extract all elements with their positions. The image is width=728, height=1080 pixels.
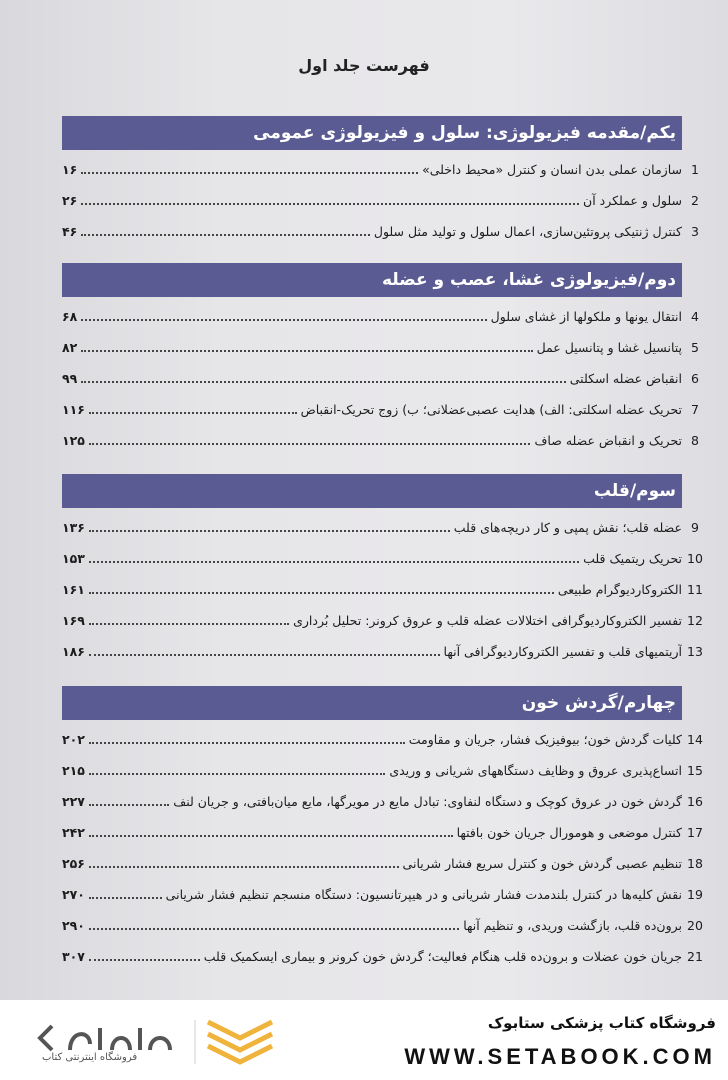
chapter-title: کنترل ژنتیکی پروتئین‌سازی، اعمال سلول و تولید مثل سلول xyxy=(373,224,682,239)
chapter-title: اتساع‌پذیری عروق و وظایف دستگاههای شریانی و وریدی xyxy=(389,763,682,778)
toc-entry[interactable] xyxy=(62,574,703,605)
toc-entry[interactable] xyxy=(62,941,703,972)
page-number: ۱۶ xyxy=(62,162,78,177)
toc-entry[interactable] xyxy=(62,817,703,848)
page-number: ۱۱۶ xyxy=(62,402,85,417)
chapter-number: 15 xyxy=(687,763,703,778)
toc-entry[interactable] xyxy=(62,363,699,394)
toc-entry[interactable] xyxy=(62,786,703,817)
chapter-number: 16 xyxy=(687,794,703,809)
chapter-number: 8 xyxy=(691,433,699,448)
toc-entry[interactable] xyxy=(62,512,699,543)
chapter-title: برون‌ده قلب، بازگشت وریدی، و تنظیم آنها xyxy=(463,918,682,933)
chapter-title: کلیات گردش خون؛ بیوفیزیک فشار، جریان و مقاومت xyxy=(408,732,682,747)
toc-entry[interactable] xyxy=(62,636,703,667)
leader-dots xyxy=(89,919,459,930)
chapter-number: 12 xyxy=(687,613,703,628)
chapter-title: کنترل موضعی و هومورال جریان خون بافتها xyxy=(456,825,682,840)
toc-entry[interactable] xyxy=(62,848,703,879)
page-number: ۴۶ xyxy=(62,224,78,239)
store-name: فروشگاه کتاب پزشکی ستابوک xyxy=(487,1014,716,1032)
leader-dots xyxy=(89,857,399,868)
chapter-number: 11 xyxy=(687,582,703,597)
leader-dots xyxy=(81,225,370,236)
leader-dots xyxy=(89,764,385,775)
section-heading: یکم/مقدمه فیزیولوژی: سلول و فیزیولوژی عمومی xyxy=(62,116,682,150)
leader-dots xyxy=(89,888,162,899)
page-number: ۲۹۰ xyxy=(62,918,85,933)
toc-entry[interactable] xyxy=(62,332,699,363)
toc-entry[interactable] xyxy=(62,425,699,456)
chapter-number: 17 xyxy=(687,825,703,840)
toc-entry[interactable] xyxy=(62,394,699,425)
toc-entry[interactable] xyxy=(62,543,703,574)
chapter-number: 14 xyxy=(687,732,703,747)
leader-dots xyxy=(89,733,405,744)
leader-dots xyxy=(89,645,440,656)
toc-entry[interactable] xyxy=(62,755,703,786)
page-number: ۱۵۳ xyxy=(62,551,85,566)
toc-entry[interactable] xyxy=(62,154,699,185)
chapter-number: 10 xyxy=(687,551,703,566)
section-2 xyxy=(62,263,699,456)
page-number: ۲۲۷ xyxy=(62,794,85,809)
chapter-number: 20 xyxy=(687,918,703,933)
chapter-title: انتقال یونها و ملکولها از غشای سلول xyxy=(490,309,682,324)
logo-caption: فروشگاه اینترنتی کتاب xyxy=(42,1052,138,1063)
chapter-number: 5 xyxy=(691,340,699,355)
chapter-title: تنظیم عصبی گردش خون و کنترل سریع فشار شریانی xyxy=(402,856,682,871)
page-number: ۱۲۵ xyxy=(62,433,85,448)
page-number: ۱۶۱ xyxy=(62,582,85,597)
leader-dots xyxy=(81,372,566,383)
chapter-title: گردش خون در عروق کوچک و دستگاه لنفاوی: تبادل مایع در مویرگها، مایع میان‌بافتی، و جریان لنف xyxy=(173,794,682,809)
leader-dots xyxy=(89,795,169,806)
page-number: ۳۰۷ xyxy=(62,949,85,964)
toc-entry[interactable] xyxy=(62,301,699,332)
leader-dots xyxy=(89,434,531,445)
section-3 xyxy=(62,474,703,667)
chapter-title: آریتمیهای قلب و تفسیر الکتروکاردیوگرافی آنها xyxy=(443,644,682,659)
leader-dots xyxy=(89,521,450,532)
toc-entry[interactable] xyxy=(62,605,703,636)
page-number: ۱۳۶ xyxy=(62,520,85,535)
toc-entry[interactable] xyxy=(62,185,699,216)
chapter-title: الکتروکاردیوگرام طبیعی xyxy=(557,582,682,597)
page-number: ۱۶۹ xyxy=(62,613,85,628)
page-number: ۲۷۰ xyxy=(62,887,85,902)
section-4 xyxy=(62,686,703,972)
leader-dots xyxy=(81,163,418,174)
chapter-title: سلول و عملکرد آن xyxy=(583,193,682,208)
chapter-number: 9 xyxy=(691,520,699,535)
chapter-number: 3 xyxy=(691,224,699,239)
chapter-title: تحریک ریتمیک قلب xyxy=(583,551,682,566)
chapter-number: 18 xyxy=(687,856,703,871)
chapter-title: انقباض عضله اسکلتی xyxy=(569,371,682,386)
page-number: ۹۹ xyxy=(62,371,78,386)
chapter-title: پتانسیل غشا و پتانسیل عمل xyxy=(536,340,682,355)
page-number: ۲۴۲ xyxy=(62,825,85,840)
toc-entry[interactable] xyxy=(62,724,703,755)
chapter-number: 21 xyxy=(687,949,703,964)
chapter-number: 19 xyxy=(687,887,703,902)
chapter-number: 2 xyxy=(691,193,699,208)
chapter-number: 7 xyxy=(691,402,699,417)
leader-dots xyxy=(89,403,297,414)
section-1 xyxy=(62,116,699,247)
page-number: ۱۸۶ xyxy=(62,644,85,659)
chapter-title: تحریک عضله اسکلتی: الف) هدایت عصبی‌عضلانی؛ ب) زوج تحریک-انقباض xyxy=(300,402,682,417)
leader-dots xyxy=(89,950,200,961)
chapter-number: 1 xyxy=(691,162,699,177)
page-number: ۲۶ xyxy=(62,193,78,208)
chapter-title: عضله قلب؛ نقش پمپی و کار دریچه‌های قلب xyxy=(453,520,682,535)
page-number: ۲۵۶ xyxy=(62,856,85,871)
toc-entry[interactable] xyxy=(62,216,699,247)
chapter-title: سازمان عملی بدن انسان و کنترل «محیط داخلی» xyxy=(422,162,682,177)
section-heading: سوم/قلب xyxy=(62,474,682,508)
chapter-title: جریان خون عضلات و برون‌ده قلب هنگام فعالیت؛ گردش خون کرونر و بیماری ایسکمیک قلب xyxy=(203,949,682,964)
section-heading: دوم/فیزیولوژی غشا، عصب و عضله xyxy=(62,263,682,297)
leader-dots xyxy=(81,341,532,352)
section-heading: چهارم/گردش خون xyxy=(62,686,682,720)
chapter-title: تحریک و انقباض عضله صاف xyxy=(534,433,682,448)
page-number: ۲۰۲ xyxy=(62,732,85,747)
toc-entry[interactable] xyxy=(62,879,703,910)
chapter-title: تفسیر الکتروکاردیوگرافی اختلالات عضله قلب و عروق کرونر: تحلیل بُرداری xyxy=(293,613,682,628)
leader-dots xyxy=(89,583,554,594)
leader-dots xyxy=(81,194,579,205)
leader-dots xyxy=(89,552,579,563)
chapter-number: 6 xyxy=(691,371,699,386)
store-footer xyxy=(0,1000,728,1080)
page-title: فهرست جلد اول xyxy=(298,56,430,75)
chapter-number: 4 xyxy=(691,309,699,324)
store-url-link[interactable]: WWW.SETABOOK.COM xyxy=(404,1044,716,1069)
page-number: ۲۱۵ xyxy=(62,763,85,778)
leader-dots xyxy=(81,310,486,321)
leader-dots xyxy=(89,826,453,837)
chapter-title: نقش کلیه‌ها در کنترل بلندمدت فشار شریانی و در هیپرتانسیون: دستگاه منسجم تنظیم فشار شریانی xyxy=(165,887,682,902)
chapter-number: 13 xyxy=(687,644,703,659)
leader-dots xyxy=(89,614,289,625)
page-number: ۶۸ xyxy=(62,309,78,324)
toc-entry[interactable] xyxy=(62,910,703,941)
page-number: ۸۲ xyxy=(62,340,78,355)
